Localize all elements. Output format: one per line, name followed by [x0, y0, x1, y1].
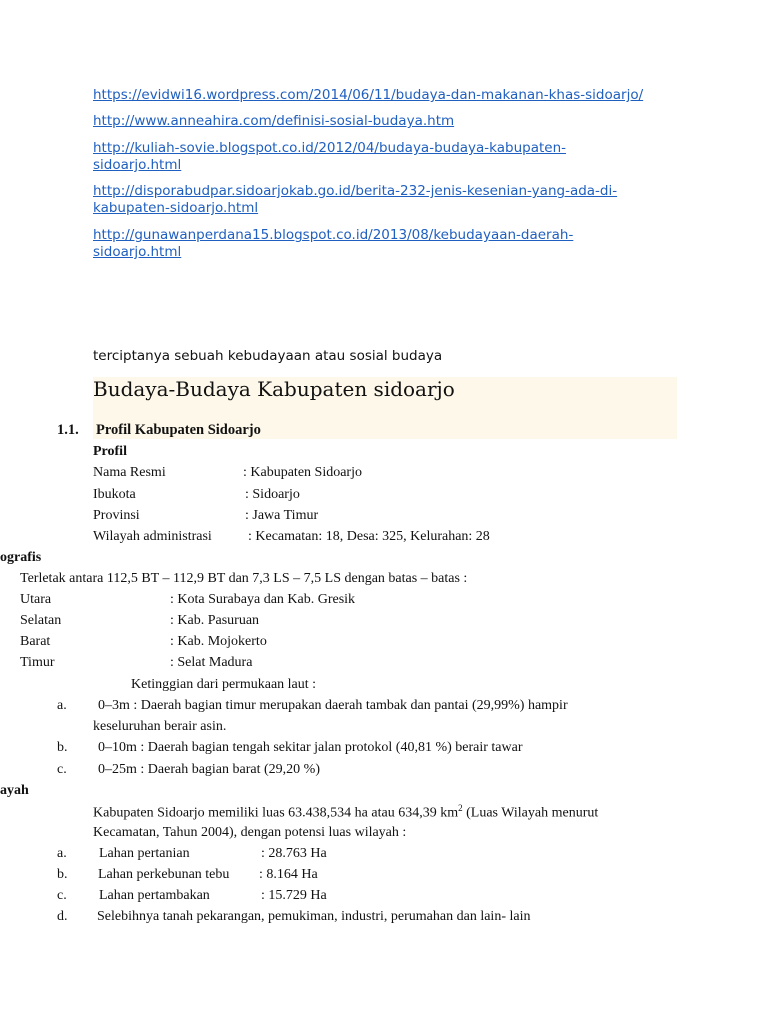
- geografis-heading: ografis: [0, 550, 42, 565]
- wilayah-intro: Kabupaten Sidoarjo memiliki luas 63.438,534 ha atau 634,39 $km^2$ (Luas Wilayah menurut: [93, 803, 599, 821]
- profil-value: : Kecamatan: 18, Desa: 325, Kelurahan: 28: [248, 529, 490, 544]
- intro-line: terciptanya sebuah kebudayaan atau sosial budaya: [93, 348, 443, 364]
- elevation-item: 0–25m : Daerah bagian barat (29,20 %): [98, 762, 320, 777]
- wilayah-heading: ayah: [0, 783, 29, 798]
- list-marker: a.: [57, 698, 67, 713]
- list-marker: b.: [57, 740, 68, 755]
- elevation-item: 0–10m : Daerah bagian tengah sekitar jalan protokol (40,81 %) berair tawar: [98, 740, 523, 755]
- profil-label: Nama Resmi: [93, 465, 166, 480]
- subsection-title: Profil Kabupaten Sidoarjo: [96, 422, 261, 438]
- land-use-label: Lahan perkebunan tebu: [98, 867, 230, 882]
- subsection-number: 1.1.: [57, 422, 79, 438]
- border-value: : Kab. Pasuruan: [170, 613, 260, 628]
- profil-label: Provinsi: [93, 508, 140, 523]
- list-marker: a.: [57, 846, 67, 861]
- profil-value: : Jawa Timur: [245, 508, 319, 523]
- border-label: Timur: [20, 655, 55, 670]
- list-marker: c.: [57, 762, 67, 777]
- reference-link-5[interactable]: http://gunawanperdana15.blogspot.co.id/2013/08/kebudayaan-daerah-: [93, 227, 574, 243]
- reference-link-1[interactable]: https://evidwi16.wordpress.com/2014/06/11/budaya-dan-makanan-khas-sidoarjo/: [93, 87, 644, 103]
- profil-value: : Sidoarjo: [245, 487, 300, 502]
- list-marker: b.: [57, 867, 68, 882]
- reference-link-3[interactable]: http://kuliah-sovie.blogspot.co.id/2012/04/budaya-budaya-kabupaten-: [93, 140, 567, 156]
- reference-link-2[interactable]: http://www.anneahira.com/definisi-sosial-budaya.htm: [93, 113, 455, 129]
- reference-link-5-cont[interactable]: sidoarjo.html: [93, 244, 182, 260]
- border-value: : Selat Madura: [170, 655, 253, 670]
- geografis-intro: Terletak antara 112,5 BT – 112,9 BT dan 7,3 LS – 7,5 LS dengan batas – batas :: [20, 571, 468, 586]
- list-marker: c.: [57, 888, 67, 903]
- land-use-value: : 28.763 Ha: [261, 846, 327, 861]
- elevation-item-cont: keseluruhan berair asin.: [93, 719, 227, 734]
- profil-label: Ibukota: [93, 487, 136, 502]
- profil-value: : Kabupaten Sidoarjo: [243, 465, 362, 480]
- border-label: Utara: [20, 592, 52, 607]
- border-label: Barat: [20, 634, 51, 649]
- border-value: : Kota Surabaya dan Kab. Gresik: [170, 592, 356, 607]
- wilayah-intro-cont: Kecamatan, Tahun 2004), dengan potensi luas wilayah :: [93, 825, 407, 840]
- reference-link-3-cont[interactable]: sidoarjo.html: [93, 157, 182, 173]
- reference-link-4[interactable]: http://disporabudpar.sidoarjokab.go.id/berita-232-jenis-kesenian-yang-ada-di-: [93, 183, 618, 199]
- land-use-label: Selebihnya tanah pekarangan, pemukiman, industri, perumahan dan lain- lain: [97, 909, 531, 924]
- border-label: Selatan: [20, 613, 62, 628]
- border-value: : Kab. Mojokerto: [170, 634, 267, 649]
- land-use-label: Lahan pertanian: [99, 846, 190, 861]
- list-marker: d.: [57, 909, 68, 924]
- profil-label: Wilayah administrasi: [93, 529, 212, 544]
- profil-heading: Profil: [93, 444, 127, 459]
- land-use-value: : 15.729 Ha: [261, 888, 327, 903]
- land-use-value: : 8.164 Ha: [259, 867, 318, 882]
- elevation-item: 0–3m : Daerah bagian timur merupakan daerah tambak dan pantai (29,99%) hampir: [98, 698, 568, 713]
- reference-link-4-cont[interactable]: kabupaten-sidoarjo.html: [93, 200, 259, 216]
- land-use-label: Lahan pertambakan: [99, 888, 210, 903]
- section-title: Budaya-Budaya Kabupaten sidoarjo: [93, 377, 455, 401]
- elevation-heading: Ketinggian dari permukaan laut :: [131, 677, 317, 692]
